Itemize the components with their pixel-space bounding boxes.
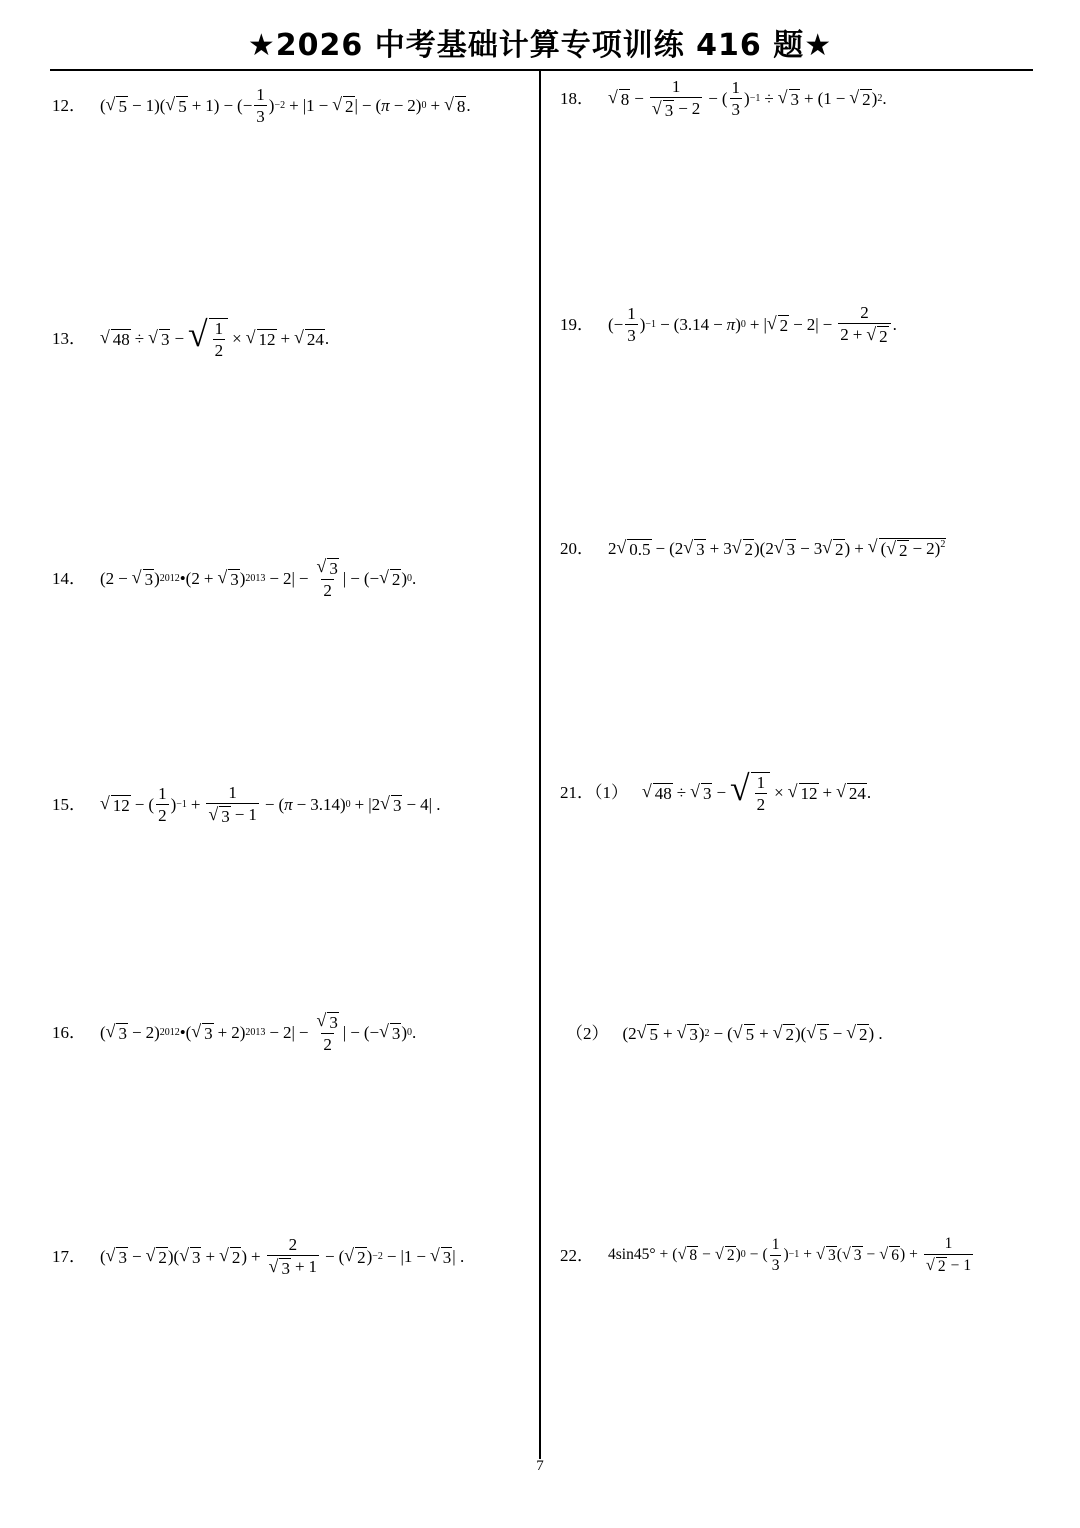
math-expression: (− $\frac{1}{3}$ ) −1 − (3.14 − π ) 0 + | √ 2 − 2| − 2 2 + √ 2 . xyxy=(608,303,897,346)
math-expression: √ 8 − 1 √ 3 − 2 − ( $\frac{1}{3}$ ) −1 ÷ √ 3 + (1 − √ 2 ) 2 . xyxy=(608,77,887,120)
header-divider xyxy=(50,69,1033,71)
problem-number: 15． xyxy=(52,795,86,814)
problem-13 xyxy=(52,314,330,360)
problem-number: 19． xyxy=(560,315,594,334)
problem-14 xyxy=(52,558,416,599)
problem-number: 14． xyxy=(52,569,86,588)
problem-20 xyxy=(560,538,946,559)
math-expression: (2 − √ 3 ) 2012 •(2 + √ 3 ) 2013 − 2| − √ 3 2 | − (− √ 2 ) 0 . xyxy=(100,556,417,600)
problem-number: （2） xyxy=(566,1024,609,1043)
column-divider xyxy=(539,71,541,1459)
math-expression: (2 √ 5 + √ 3 ) 2 − ( √ 5 + √ 2 )( √ 5 − √ 2 ) . xyxy=(622,1022,883,1044)
problem-17 xyxy=(52,1236,464,1277)
problem-12 xyxy=(52,86,471,125)
problem-number: 20． xyxy=(560,539,594,558)
page-title: ★2026 中考基础计算专项训练 416 题★ xyxy=(247,28,833,63)
problem-number: 13． xyxy=(52,329,86,348)
problem-22 xyxy=(560,1236,975,1274)
problem-19 xyxy=(560,304,897,345)
problem-number: 22． xyxy=(560,1245,594,1265)
math-expression: √ 12 − ( $\frac{1}{2}$ ) −1 + 1 √ 3 − 1 − ( π − 3.14) 0 + |2 √ 3 − 4| . xyxy=(100,783,441,826)
problem-16 xyxy=(52,1012,416,1053)
math-expression: √ 48 ÷ √ 3 − √ $\frac{1}{2}$ × √ 12 + √ 24 . xyxy=(642,768,872,814)
math-expression: ( √ 3 − 2) 2012 •( √ 3 + 2) 2013 − 2| − √ 3 2 | − (− √ 3 ) 0 . xyxy=(100,1010,417,1054)
problem-number: 17． xyxy=(52,1247,86,1266)
problem-number: 18． xyxy=(560,89,594,108)
math-expression: 2 √ 0.5 − (2 √ 3 + 3 √ 2 )(2 √ 3 − 3 √ 2 ) + √ ( √ 2 − 2)$^2$ xyxy=(608,536,946,560)
problem-15 xyxy=(52,784,440,825)
math-expression: ( √ 5 − 1)( √ 5 + 1) − (− $\frac{1}{3}$ ) −2 + |1 − √ 2 | − ( π − 2) 0 + √ 8 . xyxy=(100,85,471,126)
math-expression: ( √ 3 − √ 2 )( √ 3 + √ 2 ) + 2 √ 3 + 1 − ( √ 2 ) −2 − |1 − √ 3 | . xyxy=(100,1235,465,1278)
math-expression: √ 48 ÷ √ 3 − √ $\frac{1}{2}$ × √ 12 + √ 24 . xyxy=(100,314,330,360)
math-expression: 4sin45° + ( √ 8 − √ 2 ) 0 − ( $\frac{1}{3}$ ) −1 + √ 3 ( √ 3 − √ 6 ) + 1 √ 2 − 1 xyxy=(608,1235,972,1275)
page-number: 7 xyxy=(536,1458,544,1474)
problem-21-part-1 xyxy=(560,768,872,814)
problem-number: 16． xyxy=(52,1023,86,1042)
problem-18 xyxy=(560,78,887,119)
problem-number: 12． xyxy=(52,96,86,115)
problem-21-part-2 xyxy=(566,1024,883,1043)
problem-number: 21．（1） xyxy=(560,783,628,802)
